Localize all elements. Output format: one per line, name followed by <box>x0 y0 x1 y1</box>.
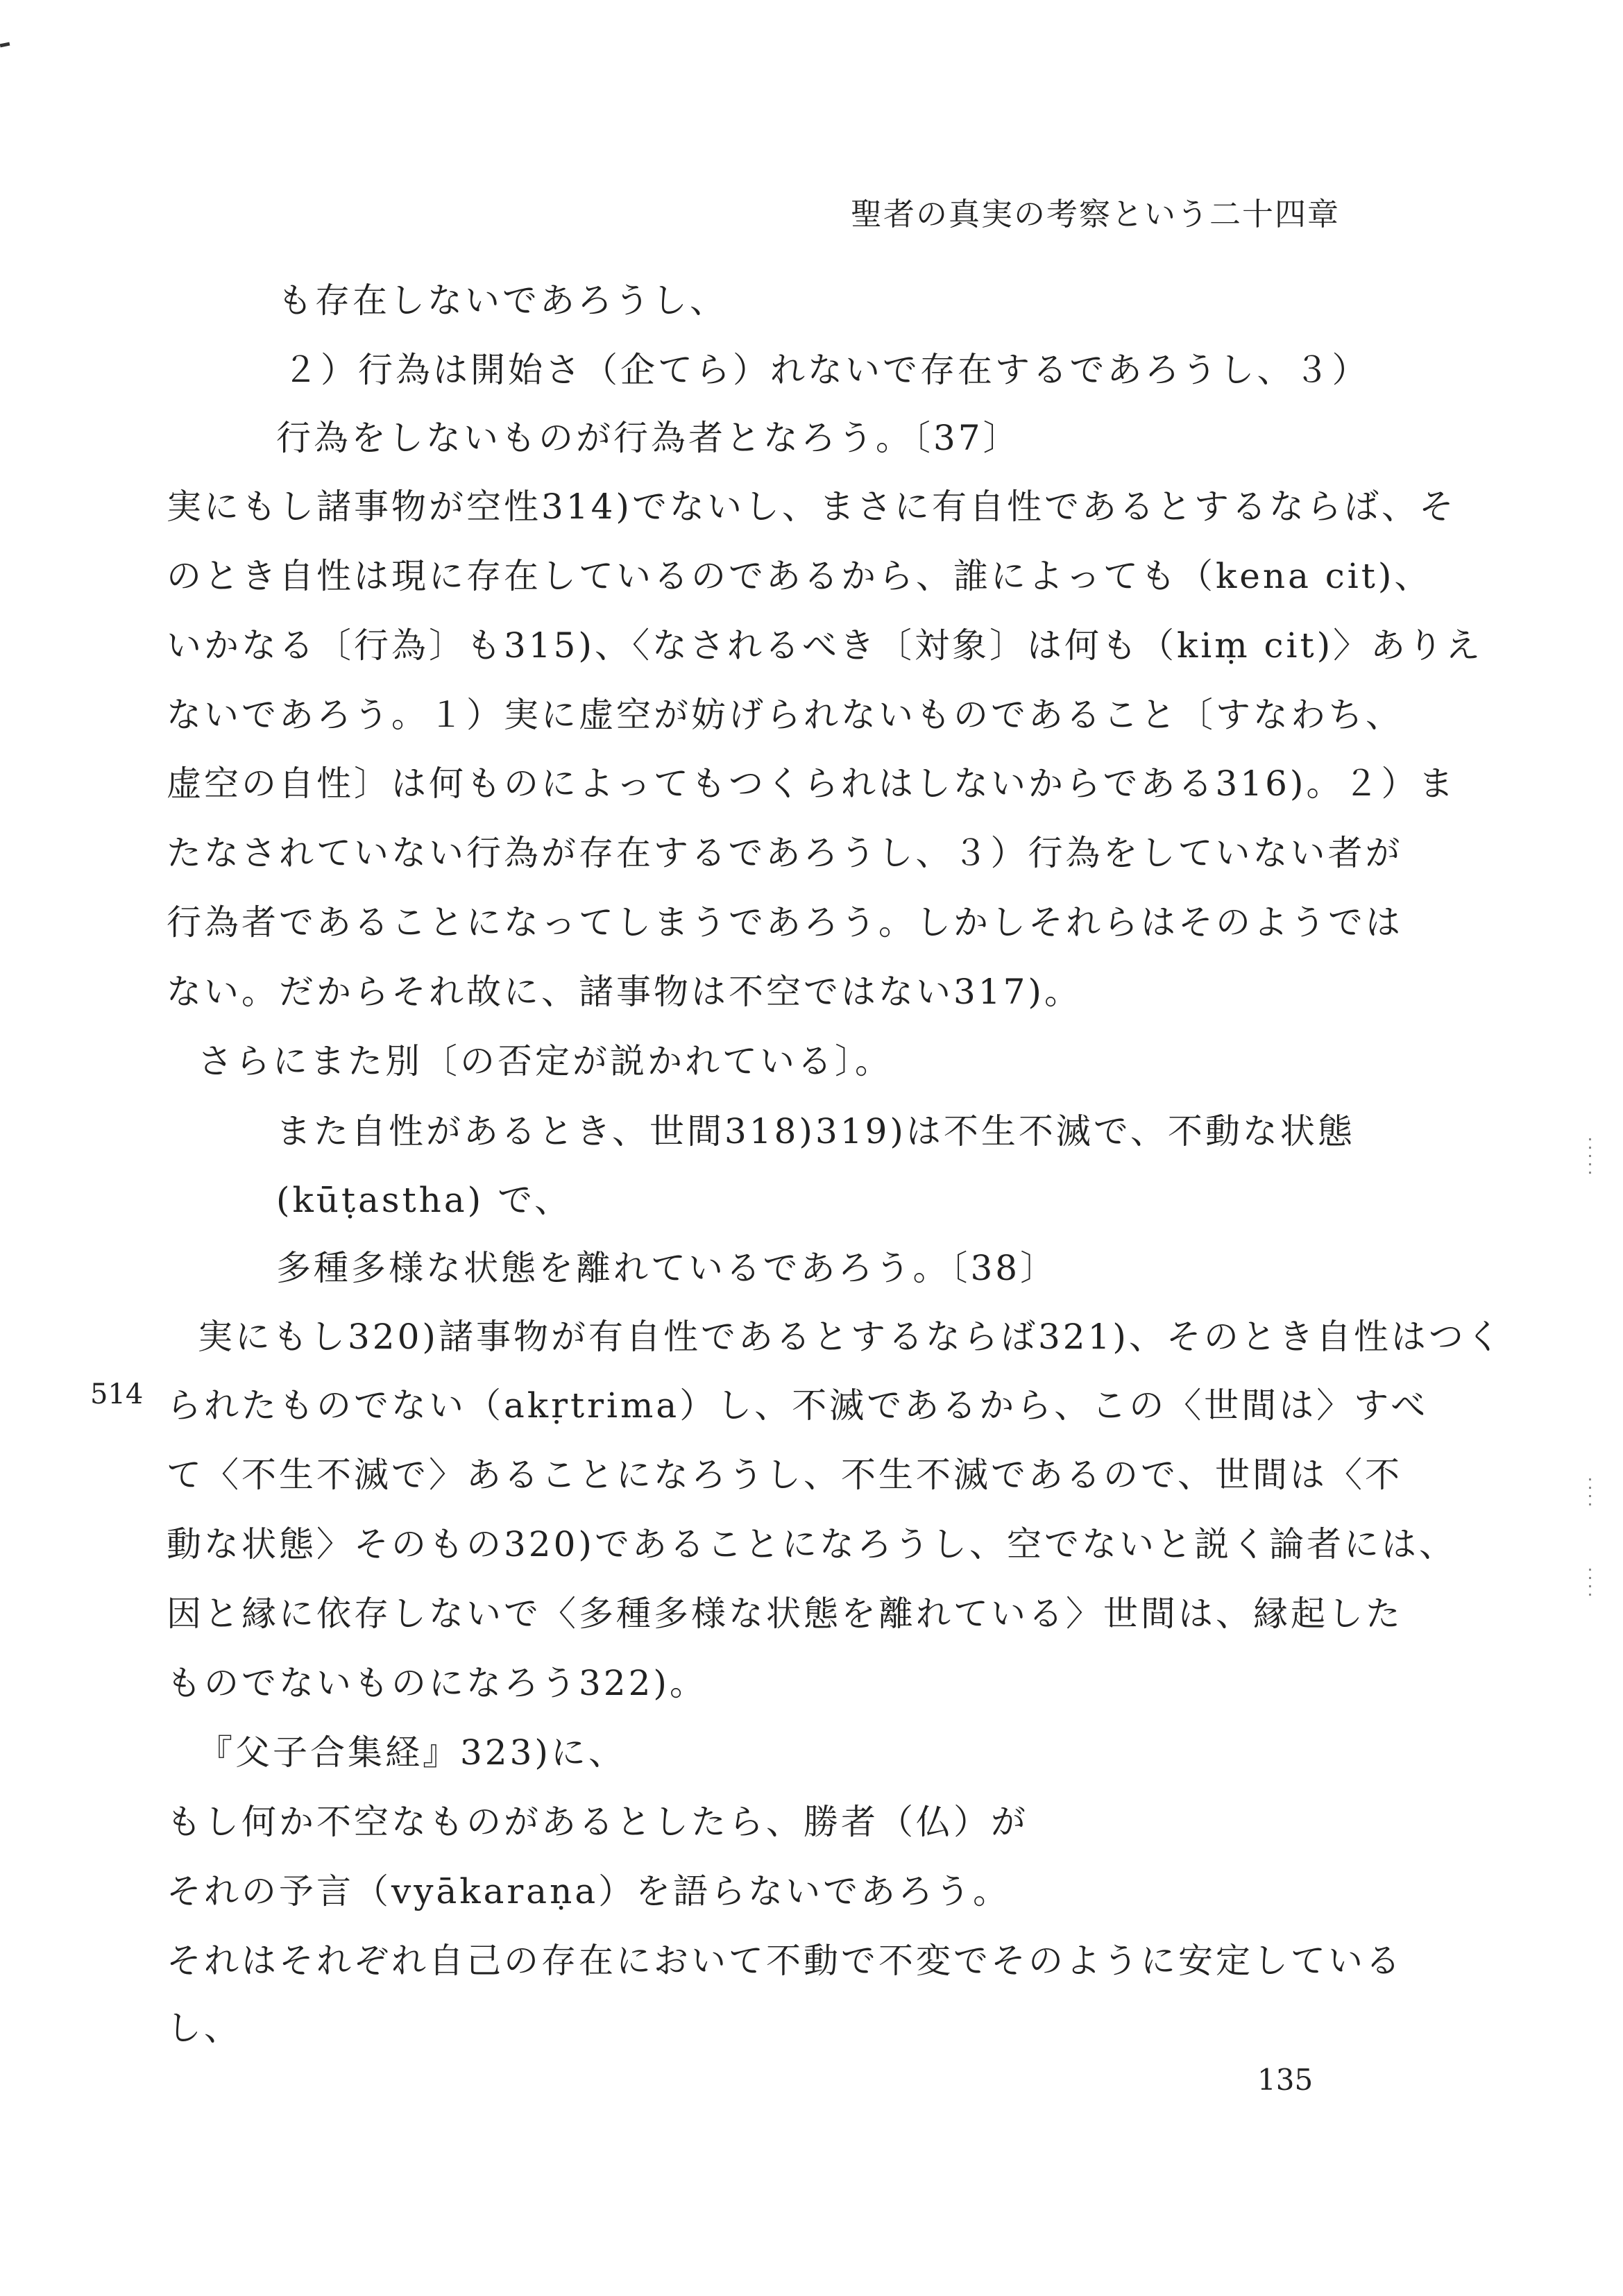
text-line: 多種多様な状態を離れているであろう。〔38〕 <box>276 1248 1058 1288</box>
margin-line-number: 514 <box>90 1378 144 1410</box>
scan-artifact <box>1589 1569 1591 1596</box>
text-line: し、 <box>167 2008 241 2048</box>
text-line: 『父子合集経』323)に、 <box>198 1732 626 1773</box>
text-line: られたものでない（akṛtrima）し、不滅であるから、この〈世間は〉すべ <box>167 1385 1429 1426</box>
text-line: (kūṭastha) で、 <box>276 1180 572 1220</box>
text-line: いかなる〔行為〕も315)、〈なされるべき〔対象〕は何も（kiṃ cit)〉ありえ <box>167 625 1484 666</box>
corner-mark <box>0 42 10 48</box>
scan-artifact <box>1589 1138 1591 1180</box>
text-line: ２）行為は開始さ（企てら）れないで存在するであろうし、３） <box>283 350 1370 390</box>
text-line: 行為をしないものが行為者となろう。〔37〕 <box>276 418 1021 458</box>
text-line: も存在しないであろうし、 <box>278 280 727 321</box>
text-line: 行為者であることになってしまうであろう。しかしそれらはそのようでは <box>167 902 1403 943</box>
text-line: て〈不生不滅で〉あることになろうし、不生不滅であるので、世間は〈不 <box>167 1455 1402 1495</box>
running-header: 聖者の真実の考察という二十四章 <box>851 196 1341 233</box>
text-line: 動な状態〉そのもの320)であることになろうし、空でないと説く論者には、 <box>167 1524 1456 1564</box>
text-line: たなされていない行為が存在するであろうし、３）行為をしていない者が <box>167 833 1403 873</box>
text-line: それはそれぞれ自己の存在において不動で不変でそのように安定している <box>167 1941 1403 1981</box>
text-line: もし何か不空なものがあるとしたら、勝者（仏）が <box>167 1802 1028 1842</box>
scan-artifact <box>1589 1478 1591 1506</box>
text-line: 因と縁に依存しないで〈多種多様な状態を離れている〉世間は、縁起した <box>167 1594 1403 1634</box>
text-line: 実にもし320)諸事物が有自性であるとするならば321)、そのとき自性はつく <box>198 1317 1504 1357</box>
page-number: 135 <box>1257 2063 1314 2097</box>
text-line: さらにまた別〔の否定が説かれている〕。 <box>198 1041 892 1081</box>
text-line: ないであろう。１）実に虚空が妨げられないものであること〔すなわち、 <box>167 695 1403 735</box>
text-line: また自性があるとき、世間318)319)は不生不滅で、不動な状態 <box>276 1111 1355 1151</box>
text-line: ものでないものになろう322)。 <box>167 1663 707 1703</box>
text-line: のとき自性は現に存在しているのであるから、誰によっても（kena cit)、 <box>167 556 1432 596</box>
text-line: ない。だからそれ故に、諸事物は不空ではない317)。 <box>167 972 1082 1012</box>
text-line: それの予言（vyākaraṇa）を語らないであろう。 <box>167 1871 1011 1911</box>
text-line: 虚空の自性〕は何ものによってもつくられはしないからである316)。２）ま <box>167 763 1456 804</box>
text-line: 実にもし諸事物が空性314)でないし、まさに有自性であるとするならば、そ <box>167 487 1456 527</box>
